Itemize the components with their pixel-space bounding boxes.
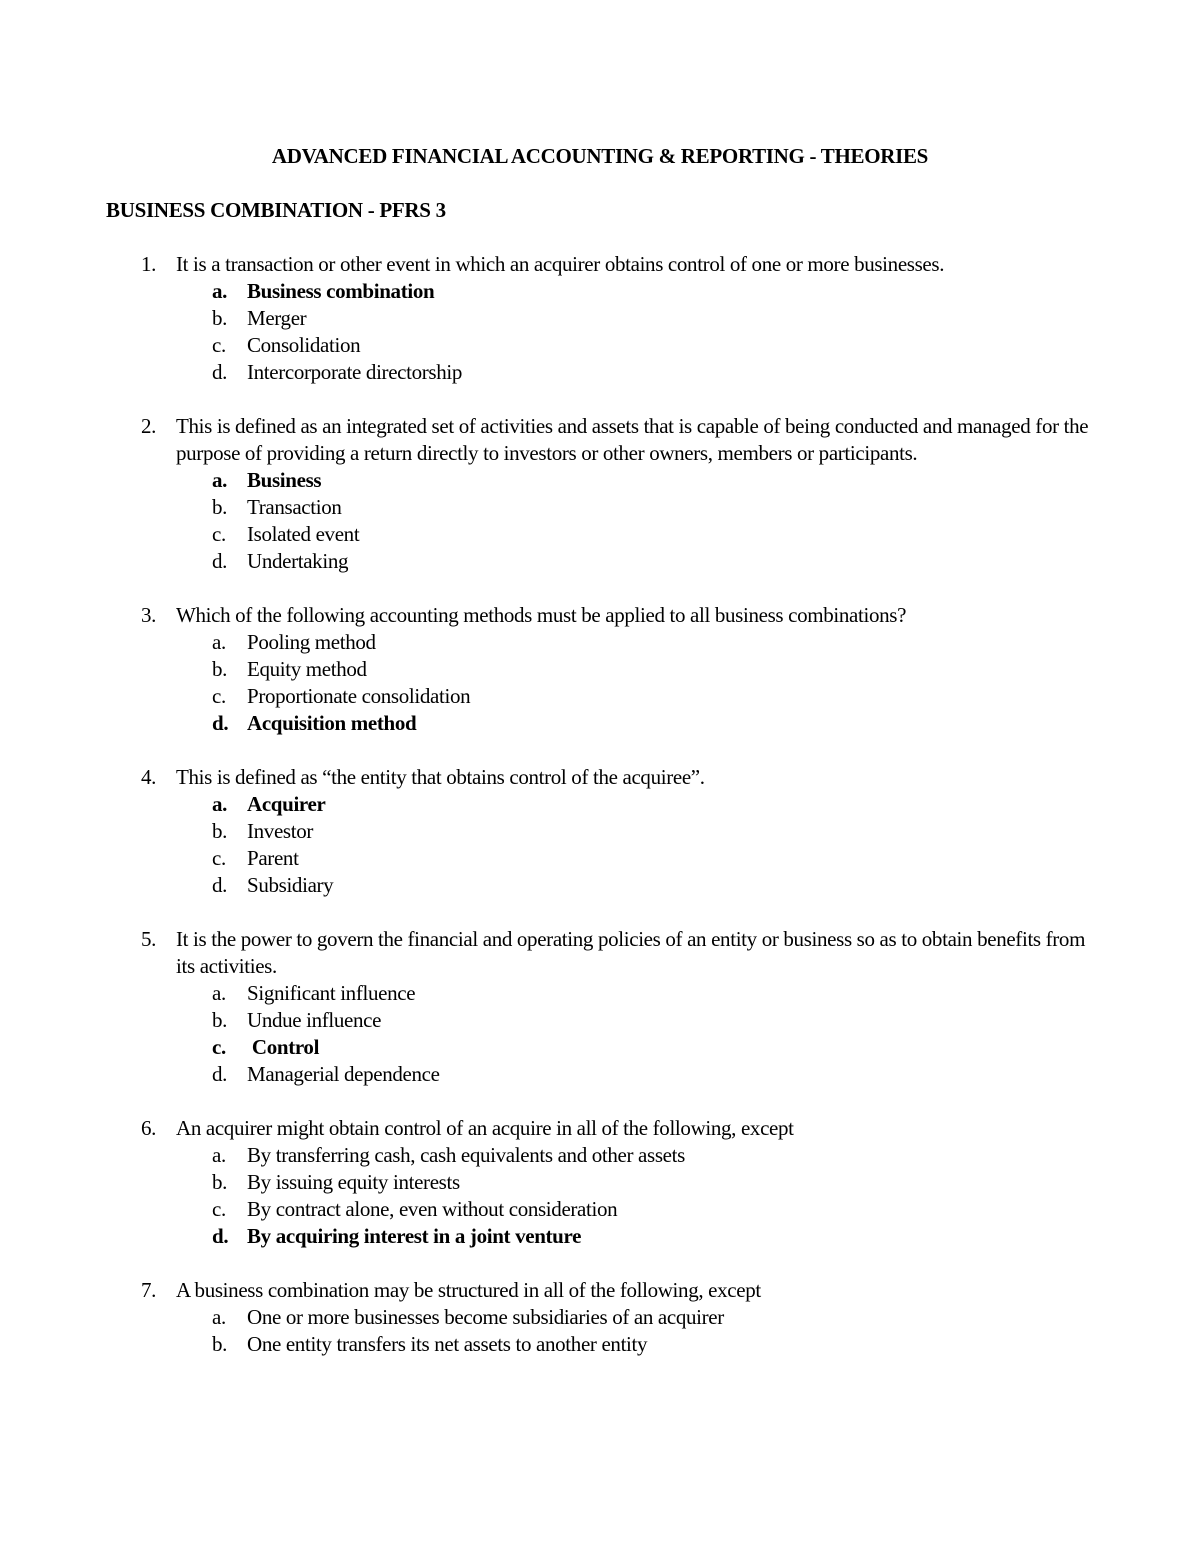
choice-option (0, 845, 1200, 872)
choice-option (0, 629, 1200, 656)
question-number: 2. (141, 414, 157, 438)
choice-letter: c. (212, 522, 226, 546)
choice-text: Managerial dependence (247, 1062, 440, 1086)
choice-letter: d. (212, 1062, 228, 1086)
question-prompt: This is defined as “the entity that obtains control of the acquiree”. (176, 765, 705, 789)
question-text (0, 251, 1200, 278)
choice-text: By transferring cash, cash equivalents and other assets (247, 1143, 685, 1167)
choice-option (0, 332, 1200, 359)
choice-letter: b. (212, 1332, 228, 1356)
choice-text: Proportionate consolidation (247, 684, 471, 708)
choice-letter: d. (212, 1224, 229, 1248)
choice-text: Equity method (247, 657, 367, 681)
choice-option (0, 818, 1200, 845)
choice-option (0, 1169, 1200, 1196)
choice-option (0, 359, 1200, 386)
section-heading: BUSINESS COMBINATION - PFRS 3 (106, 198, 446, 222)
question-prompt: It is the power to govern the financial and operating policies of an entity or business so as to obtain benefits from its activities. (176, 927, 1086, 978)
question-number: 5. (141, 927, 157, 951)
choice-text: Isolated event (247, 522, 360, 546)
choice-letter: d. (212, 873, 228, 897)
choice-letter: b. (212, 657, 228, 681)
question-item (0, 602, 1200, 737)
choice-correct (0, 1034, 1200, 1061)
choice-letter: a. (212, 468, 228, 492)
choice-letter: d. (212, 549, 228, 573)
choice-letter: c. (212, 1035, 226, 1059)
choice-letter: a. (212, 1143, 226, 1167)
choice-correct (0, 278, 1200, 305)
choice-option (0, 872, 1200, 899)
choice-letter: a. (212, 1305, 226, 1329)
choice-option (0, 1007, 1200, 1034)
choice-option (0, 683, 1200, 710)
choice-letter: b. (212, 495, 228, 519)
choice-text: Transaction (247, 495, 342, 519)
question-prompt: A business combination may be structured in all of the following, except (176, 1278, 761, 1302)
question-number: 4. (141, 765, 157, 789)
choice-text: Subsidiary (247, 873, 334, 897)
choice-text: Intercorporate directorship (247, 360, 463, 384)
question-text (0, 1115, 1200, 1142)
choice-correct (0, 791, 1200, 818)
choice-letter: b. (212, 1008, 228, 1032)
question-text (0, 602, 1200, 629)
choice-option (0, 1331, 1200, 1358)
choice-text: By acquiring interest in a joint venture (247, 1224, 582, 1248)
choice-text: Undertaking (247, 549, 349, 573)
choice-text: Control (247, 1035, 320, 1059)
choice-text: By issuing equity interests (247, 1170, 460, 1194)
question-number: 1. (141, 252, 157, 276)
choice-option (0, 1304, 1200, 1331)
choice-option (0, 1196, 1200, 1223)
question-text (0, 1277, 1200, 1304)
choice-text: Investor (247, 819, 314, 843)
choice-text: Merger (247, 306, 307, 330)
choice-letter: d. (212, 360, 228, 384)
choice-correct (0, 467, 1200, 494)
choice-option (0, 521, 1200, 548)
choice-text: Undue influence (247, 1008, 382, 1032)
question-item (0, 926, 1200, 1088)
question-item (0, 1115, 1200, 1250)
choice-letter: b. (212, 819, 228, 843)
choice-letter: a. (212, 792, 228, 816)
question-list (0, 251, 1200, 1385)
choice-text: One or more businesses become subsidiaries of an acquirer (247, 1305, 724, 1329)
choice-option (0, 1061, 1200, 1088)
choice-text: Pooling method (247, 630, 376, 654)
choice-option (0, 494, 1200, 521)
choice-letter: b. (212, 306, 228, 330)
choice-text: Acquisition method (247, 711, 417, 735)
question-item (0, 1277, 1200, 1358)
choice-letter: a. (212, 279, 228, 303)
question-prompt: This is defined as an integrated set of activities and assets that is capable of being conducted and managed for the purpose of providing a return directly to investors or other owners, members or participants. (176, 414, 1089, 465)
choice-letter: a. (212, 630, 226, 654)
question-number: 7. (141, 1278, 157, 1302)
choice-text: Parent (247, 846, 299, 870)
choice-option (0, 656, 1200, 683)
choice-text: By contract alone, even without consideration (247, 1197, 618, 1221)
choice-text: Consolidation (247, 333, 361, 357)
document-title: ADVANCED FINANCIAL ACCOUNTING & REPORTING - THEORIES (271, 144, 929, 168)
question-item (0, 764, 1200, 899)
question-item (0, 251, 1200, 386)
choice-letter: b. (212, 1170, 228, 1194)
choice-text: Business (247, 468, 322, 492)
question-number: 6. (141, 1116, 157, 1140)
choice-letter: a. (212, 981, 226, 1005)
question-item (0, 413, 1200, 575)
choice-letter: c. (212, 846, 226, 870)
choice-correct (0, 1223, 1200, 1250)
choice-option (0, 305, 1200, 332)
choice-letter: c. (212, 333, 226, 357)
choice-option (0, 980, 1200, 1007)
choice-option (0, 1142, 1200, 1169)
question-prompt: An acquirer might obtain control of an acquire in all of the following, except (176, 1116, 794, 1140)
question-number: 3. (141, 603, 157, 627)
choice-text: Business combination (247, 279, 435, 303)
choice-letter: c. (212, 684, 226, 708)
choice-text: Acquirer (247, 792, 326, 816)
question-prompt: Which of the following accounting methods must be applied to all business combinations? (176, 603, 907, 627)
question-text (0, 764, 1200, 791)
question-text (0, 413, 1200, 467)
choice-option (0, 548, 1200, 575)
choice-text: One entity transfers its net assets to another entity (247, 1332, 648, 1356)
question-prompt: It is a transaction or other event in which an acquirer obtains control of one or more businesses. (176, 252, 945, 276)
question-text (0, 926, 1200, 980)
choice-correct (0, 710, 1200, 737)
choice-letter: c. (212, 1197, 226, 1221)
choice-text: Significant influence (247, 981, 416, 1005)
choice-letter: d. (212, 711, 229, 735)
